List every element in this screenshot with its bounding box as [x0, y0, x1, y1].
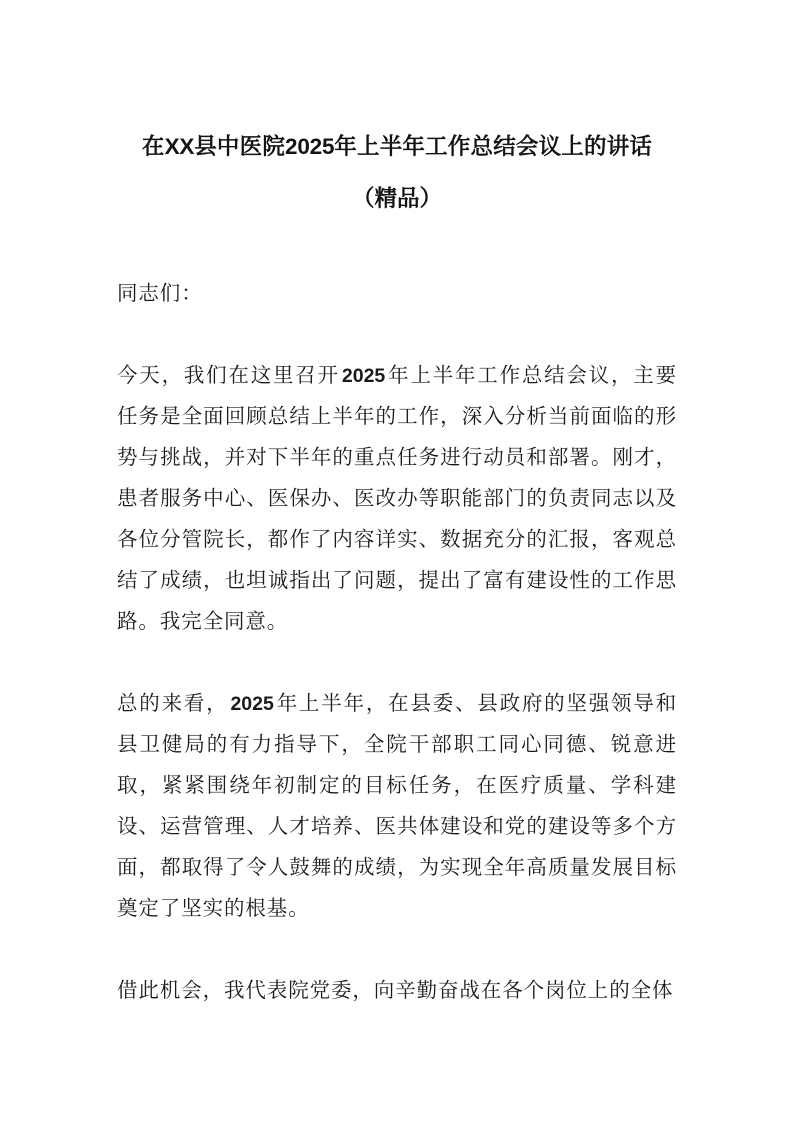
title-run-2: 县中医院 — [194, 134, 286, 159]
document-body — [117, 219, 677, 1012]
title-run-0: 在 — [141, 134, 165, 159]
document-subtitle: （精品） — [351, 186, 442, 211]
salutation-line: 同志们： — [117, 283, 203, 305]
text-run: 年上半年工作总结会议，主要任务是全面回顾总结上半年的工作，深入分析当前面临的形势与挑战，并对下半年的重点任务进行动员和部署。刚才，患者服务中心、医保办、医改办等职能部门的负责同志以及各位分管院长，都作了内容详实、数据充分的汇报，客观总结了成绩，也坦诚指出了问题，提出了富有建设性的工作思路。我完全同意。 — [117, 365, 677, 633]
body-paragraph — [117, 684, 677, 930]
text-run: 年上半年，在县委、县政府的坚强领导和县卫健局的有力指导下，全院干部职工同心同德、锐意进取，紧紧围绕年初制定的目标任务，在医疗质量、学科建设、运营管理、人才培养、医共体建设和党的建设等多个方面，都取得了令人鼓舞的成绩，为实现全年高质量发展目标奠定了坚实的根基。 — [117, 693, 677, 920]
body-paragraph — [117, 971, 677, 1012]
text-run: 今天，我们在这里召开 — [117, 365, 340, 387]
document-title — [117, 0, 677, 167]
title-run-1: XX — [164, 134, 195, 159]
page-content-column — [117, 0, 677, 1012]
inline-year: 2025 — [230, 693, 274, 715]
body-paragraph — [117, 356, 677, 643]
title-run-3: 2025 — [285, 134, 335, 159]
title-run-4: 年上半年工作总结会议上的讲话 — [334, 134, 653, 159]
inline-year: 2025 — [341, 365, 386, 387]
text-run: 借此机会，我代表院党委，向辛勤奋战在各个岗位上的全体 — [117, 980, 674, 1002]
text-run: 总的来看， — [117, 693, 229, 715]
